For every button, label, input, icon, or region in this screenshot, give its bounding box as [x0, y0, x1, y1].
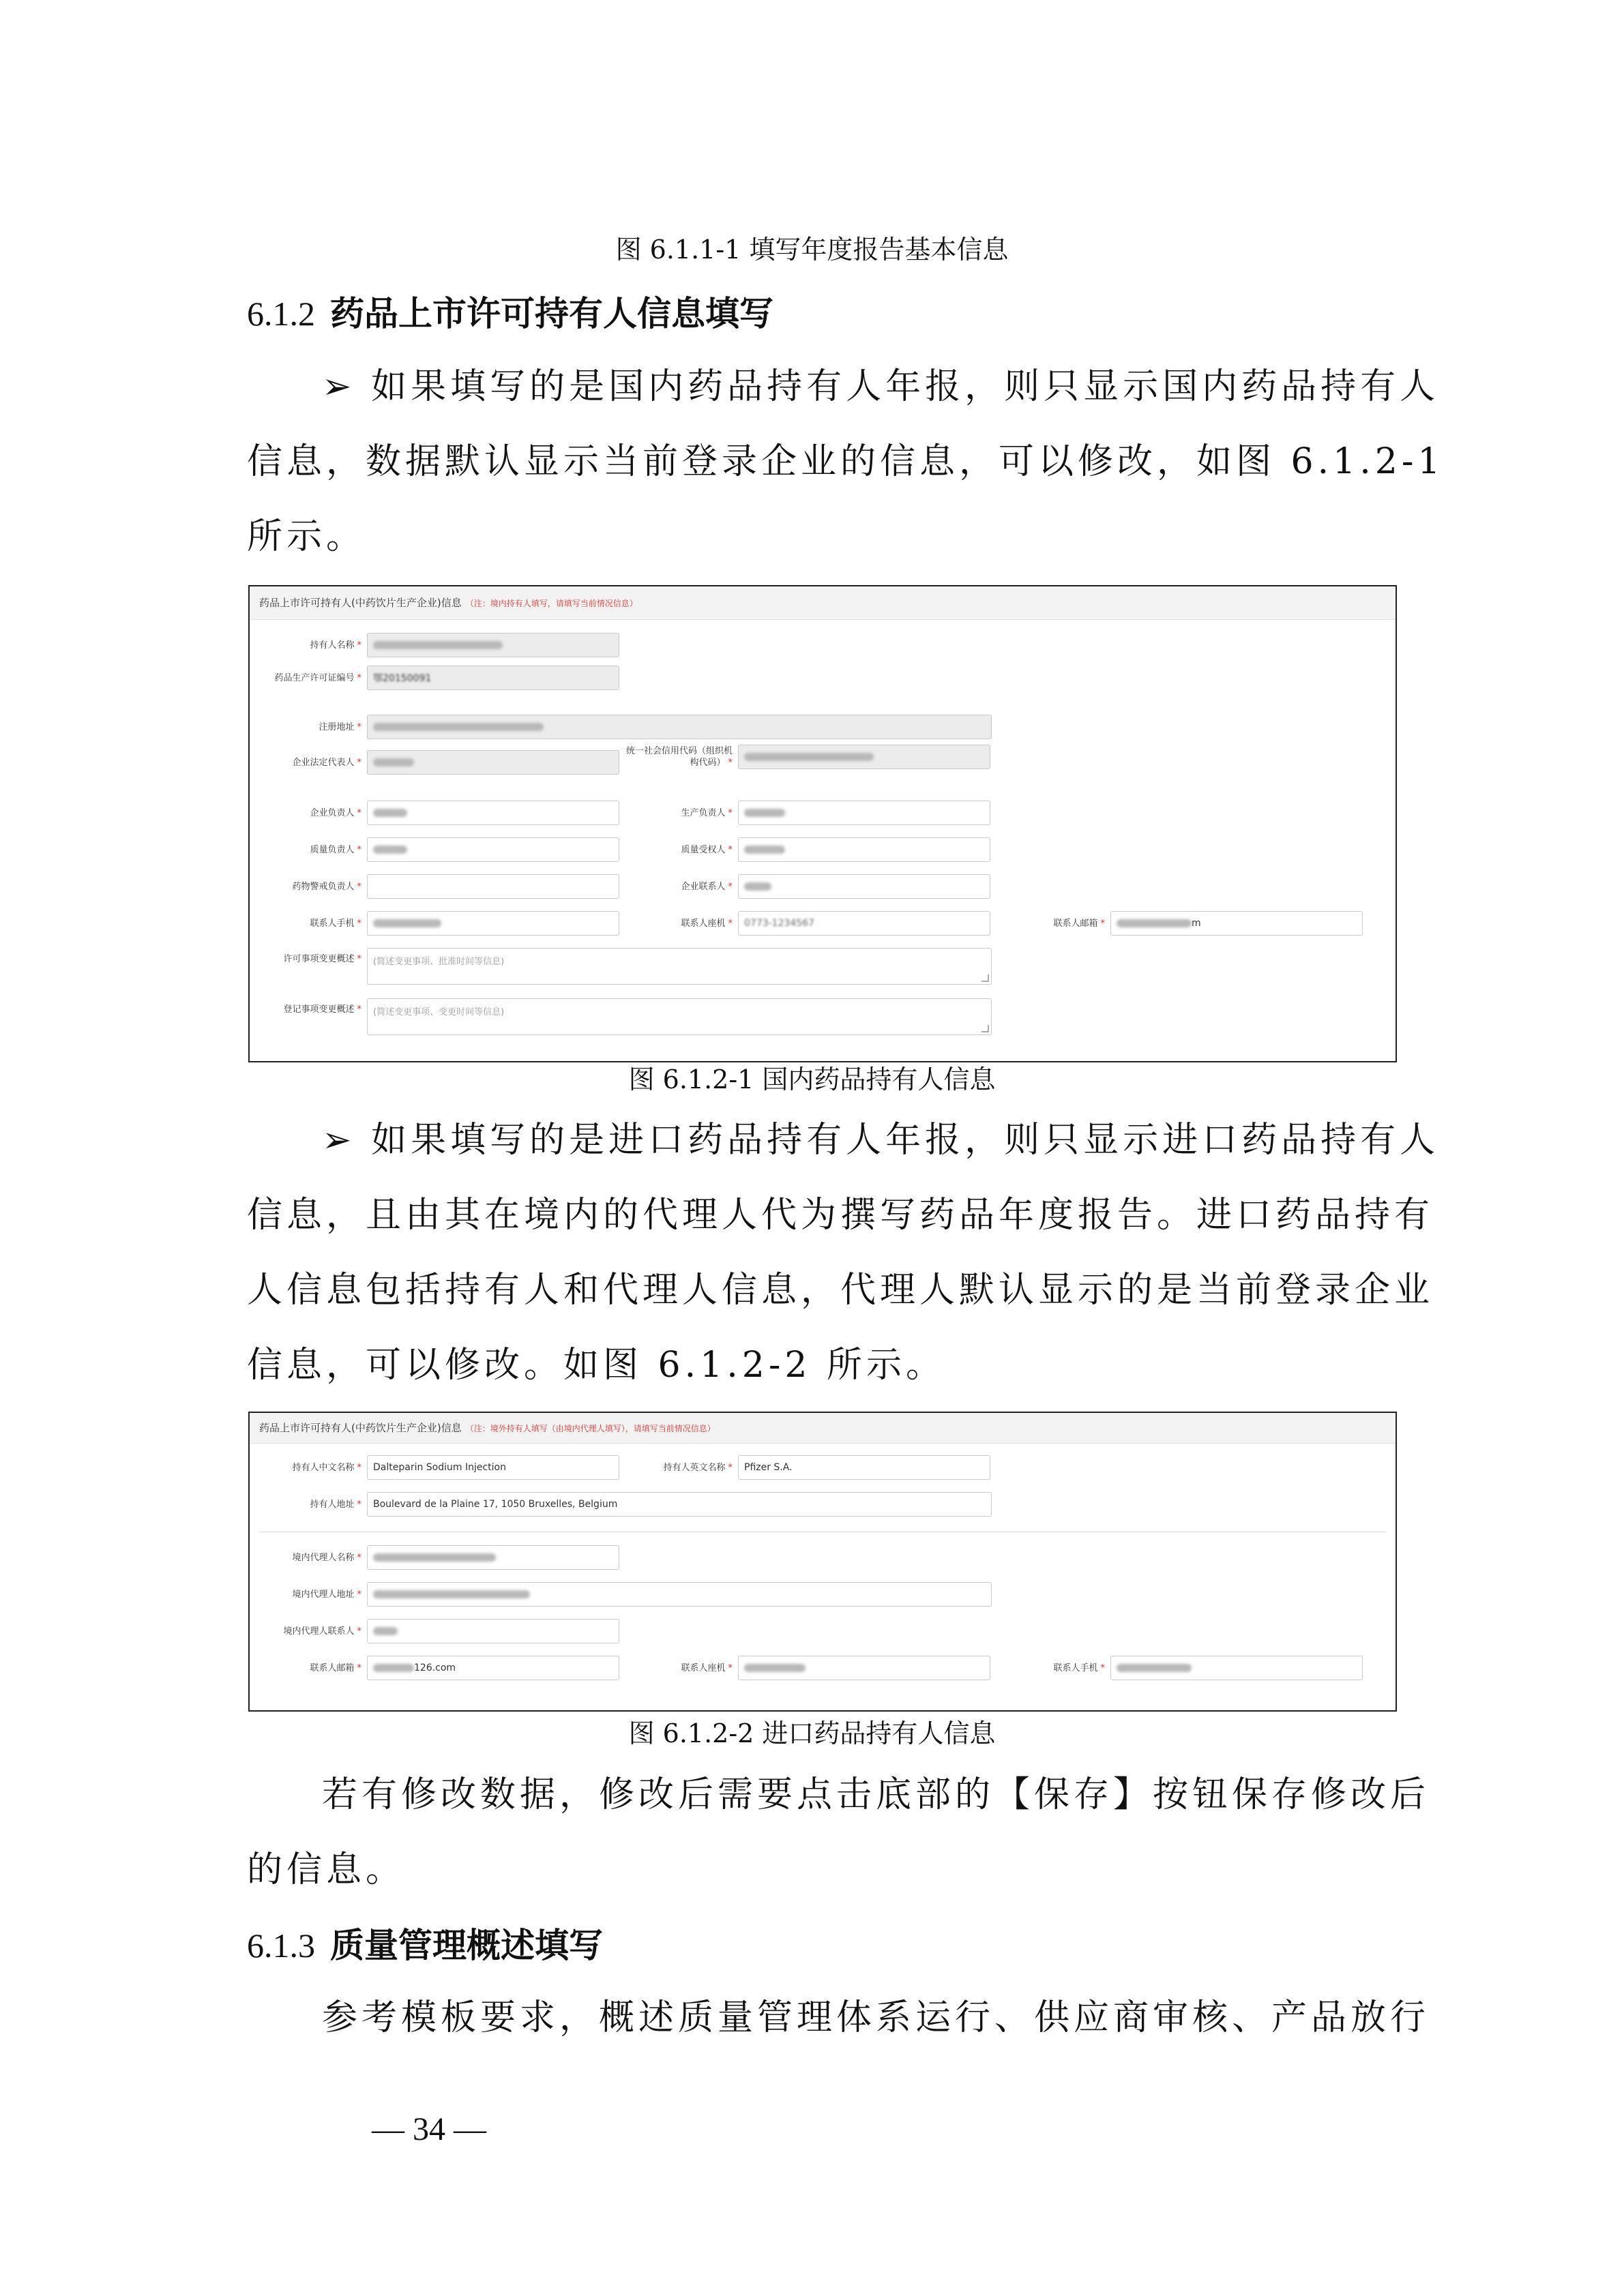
- reg-address-row: 注册地址 *: [250, 715, 992, 739]
- holder-cn-value: Dalteparin Sodium Injection: [373, 1462, 506, 1473]
- agent-addr-field[interactable]: [367, 1582, 992, 1607]
- pv-head-row: 药物警戒负责人 *: [250, 874, 619, 899]
- holder-en-field[interactable]: [738, 1455, 990, 1480]
- blurred-value: [373, 919, 441, 927]
- reg-address-label: 注册地址: [319, 721, 355, 732]
- holder-addr-field[interactable]: [367, 1492, 992, 1517]
- blurred-value: [373, 1664, 414, 1672]
- import-email-label: 联系人邮箱: [310, 1663, 355, 1673]
- blurred-value: [744, 809, 785, 817]
- credit-code-field[interactable]: [738, 745, 990, 769]
- blurred-value: [744, 1664, 806, 1672]
- para-line: 信息，数据默认显示当前登录企业的信息，可以修改，如图 6.1.2-1: [247, 441, 1445, 482]
- contact-phone-row: 联系人座机 * 0773-1234567: [622, 911, 990, 936]
- agent-addr-row: 境内代理人地址 *: [250, 1582, 992, 1607]
- legal-rep-row: 企业法定代表人 *: [250, 750, 619, 775]
- license-change-placeholder: (简述变更事项、批准时间等信息): [373, 957, 505, 967]
- import-mobile-label: 联系人手机: [1053, 1663, 1098, 1673]
- reg-change-row: 登记事项变更概述 * (简述变更事项、变更时间等信息): [250, 998, 992, 1035]
- license-no-field[interactable]: [367, 666, 619, 690]
- blurred-value: [373, 723, 544, 731]
- holder-en-value: Pfizer S.A.: [744, 1462, 793, 1473]
- paragraph-domestic: [247, 349, 1445, 574]
- holder-cn-row: 持有人中文名称 * Dalteparin Sodium Injection: [250, 1455, 619, 1480]
- agent-name-label: 境内代理人名称: [292, 1552, 355, 1563]
- license-change-label: 许可事项变更概述: [283, 954, 355, 964]
- import-email-field[interactable]: [367, 1656, 619, 1680]
- contact-phone-value: 0773-1234567: [744, 918, 815, 929]
- section-title: 药品上市许可持有人信息填写: [330, 294, 773, 333]
- enterprise-contact-label: 企业联系人: [681, 881, 726, 892]
- enterprise-head-label: 企业负责人: [310, 807, 355, 818]
- para-line: 人信息包括持有人和代理人信息，代理人默认显示的是当前登录企业: [247, 1270, 1434, 1311]
- panel-title: 药品上市许可持有人(中药饮片生产企业)信息: [259, 1422, 462, 1434]
- section-heading-6-1-3: [247, 1918, 603, 1967]
- panel-header: [250, 586, 1396, 620]
- panel-note: （注：境外持有人填写（由境内代理人填写），请填写当前情况信息）: [465, 1424, 715, 1433]
- blurred-value: [373, 1553, 496, 1562]
- para-line: 信息，可以修改。如图 6.1.2-2 所示。: [247, 1345, 946, 1386]
- section-number: 6.1.3: [247, 1926, 315, 1965]
- holder-name-label: 持有人名称: [310, 640, 355, 651]
- para-line: ➢ 如果填写的是进口药品持有人年报，则只显示进口药品持有人: [322, 1120, 1440, 1161]
- license-change-row: 许可事项变更概述 * (简述变更事项、批准时间等信息): [250, 948, 992, 985]
- reg-change-placeholder: (简述变更事项、变更时间等信息): [373, 1007, 505, 1017]
- enterprise-head-field[interactable]: [367, 801, 619, 825]
- contact-mobile-field[interactable]: [367, 911, 619, 936]
- blurred-value: [744, 753, 874, 761]
- agent-name-field[interactable]: [367, 1545, 619, 1570]
- import-phone-field[interactable]: [738, 1656, 990, 1680]
- quality-head-label: 质量负责人: [310, 844, 355, 855]
- license-no-row: 药品生产许可证编号 * 鄂20150091: [250, 666, 619, 690]
- reg-address-field[interactable]: [367, 715, 992, 739]
- production-head-label: 生产负责人: [681, 807, 726, 818]
- para-line: 信息，且由其在境内的代理人代为撰写药品年度报告。进口药品持有: [247, 1195, 1434, 1236]
- import-email-value: 126.com: [414, 1663, 456, 1673]
- agent-addr-label: 境内代理人地址: [292, 1589, 355, 1600]
- contact-mobile-row: 联系人手机 *: [250, 911, 619, 936]
- page-number: — 34 —: [372, 2111, 486, 2147]
- agent-contact-field[interactable]: [367, 1619, 619, 1643]
- enterprise-head-row: 企业负责人 *: [250, 801, 619, 825]
- legal-rep-label: 企业法定代表人: [292, 757, 355, 768]
- para-line: ➢ 如果填写的是国内药品持有人年报，则只显示国内药品持有人: [322, 366, 1440, 407]
- production-head-row: 生产负责人 *: [622, 801, 990, 825]
- panel-header: [250, 1413, 1396, 1444]
- contact-email-value: m: [1192, 918, 1201, 929]
- paragraph-import: [247, 1103, 1440, 1403]
- holder-addr-value: Boulevard de la Plaine 17, 1050 Bruxelles, Belgium: [373, 1499, 618, 1510]
- section-number: 6.1.2: [247, 295, 315, 333]
- paragraph-quality: [247, 1980, 1430, 2055]
- holder-en-label: 持有人英文名称: [663, 1462, 726, 1473]
- blurred-value: [373, 641, 503, 649]
- import-phone-label: 联系人座机: [681, 1663, 726, 1673]
- contact-mobile-label: 联系人手机: [310, 918, 355, 929]
- para-line: 所示。: [247, 516, 366, 557]
- license-change-textarea[interactable]: [367, 948, 992, 985]
- holder-addr-row: 持有人地址 * Boulevard de la Plaine 17, 1050 Bruxelles, Belgium: [250, 1492, 992, 1517]
- license-no-label: 药品生产许可证编号: [274, 672, 355, 683]
- contact-phone-field[interactable]: [738, 911, 990, 936]
- pv-head-field[interactable]: [367, 874, 619, 899]
- contact-email-field[interactable]: [1110, 911, 1363, 936]
- blurred-value: [373, 846, 407, 854]
- import-email-row: 联系人邮箱 * 126.com: [250, 1656, 619, 1680]
- agent-name-row: 境内代理人名称 *: [250, 1545, 619, 1570]
- credit-code-row: 统一社会信用代码（组织机构代码） *: [622, 745, 990, 769]
- quality-head-row: 质量负责人 *: [250, 837, 619, 862]
- blurred-value: [373, 1627, 398, 1635]
- figure-caption-2: 图 6.1.2-2 进口药品持有人信息: [628, 1718, 996, 1748]
- import-phone-row: 联系人座机 *: [622, 1656, 990, 1680]
- paragraph-save: [247, 1757, 1430, 1907]
- holder-cn-field[interactable]: [367, 1455, 619, 1480]
- agent-contact-row: 境内代理人联系人 *: [250, 1619, 619, 1643]
- holder-name-field[interactable]: [367, 633, 619, 657]
- blurred-value: [744, 846, 785, 854]
- enterprise-contact-row: 企业联系人 *: [622, 874, 990, 899]
- figure-caption-top: 图 6.1.1-1 填写年度报告基本信息: [615, 235, 1009, 265]
- holder-cn-label: 持有人中文名称: [292, 1462, 355, 1473]
- para-line: 参考模板要求，概述质量管理体系运行、供应商审核、产品放行: [322, 1997, 1430, 2038]
- panel-title: 药品上市许可持有人(中药饮片生产企业)信息: [259, 597, 462, 609]
- agent-contact-label: 境内代理人联系人: [283, 1626, 355, 1637]
- section-title: 质量管理概述填写: [330, 1926, 603, 1965]
- enterprise-contact-field[interactable]: [738, 874, 990, 899]
- reg-change-label: 登记事项变更概述: [283, 1004, 355, 1015]
- holder-en-row: 持有人英文名称 * Pfizer S.A.: [622, 1455, 990, 1480]
- contact-email-label: 联系人邮箱: [1053, 918, 1098, 929]
- quality-authorized-row: 质量受权人 *: [622, 837, 990, 862]
- holder-addr-label: 持有人地址: [310, 1499, 355, 1510]
- blurred-value: [1117, 919, 1192, 927]
- contact-email-row: 联系人邮箱 * m: [996, 911, 1363, 936]
- panel-note: （注：境内持有人填写，请填写当前情况信息）: [465, 599, 638, 608]
- holder-name-row: 持有人名称 *: [250, 633, 619, 657]
- blurred-value: [373, 758, 414, 766]
- blurred-value: [1117, 1664, 1192, 1672]
- section-heading-6-1-2: [247, 286, 773, 336]
- license-no-value: 鄂20150091: [373, 673, 432, 684]
- para-line: 若有修改数据，修改后需要点击底部的【保存】按钮保存修改后: [322, 1774, 1430, 1815]
- quality-authorized-label: 质量受权人: [681, 844, 726, 855]
- production-head-field[interactable]: [738, 801, 990, 825]
- import-mobile-field[interactable]: [1110, 1656, 1363, 1680]
- domestic-holder-form-screenshot: [248, 585, 1397, 1062]
- import-mobile-row: 联系人手机 *: [996, 1656, 1363, 1680]
- import-holder-form-screenshot: [248, 1412, 1397, 1712]
- quality-authorized-field[interactable]: [738, 837, 990, 862]
- blurred-value: [373, 809, 407, 817]
- reg-change-textarea[interactable]: [367, 998, 992, 1035]
- figure-caption-1: 图 6.1.2-1 国内药品持有人信息: [628, 1064, 996, 1094]
- pv-head-label: 药物警戒负责人: [292, 881, 355, 892]
- contact-phone-label: 联系人座机: [681, 918, 726, 929]
- credit-code-label: 统一社会信用代码（组织机构代码）: [625, 746, 733, 768]
- quality-head-field[interactable]: [367, 837, 619, 862]
- blurred-value: [373, 1590, 530, 1598]
- para-line: 的信息。: [247, 1849, 406, 1890]
- legal-rep-field[interactable]: [367, 750, 619, 775]
- blurred-value: [744, 882, 771, 891]
